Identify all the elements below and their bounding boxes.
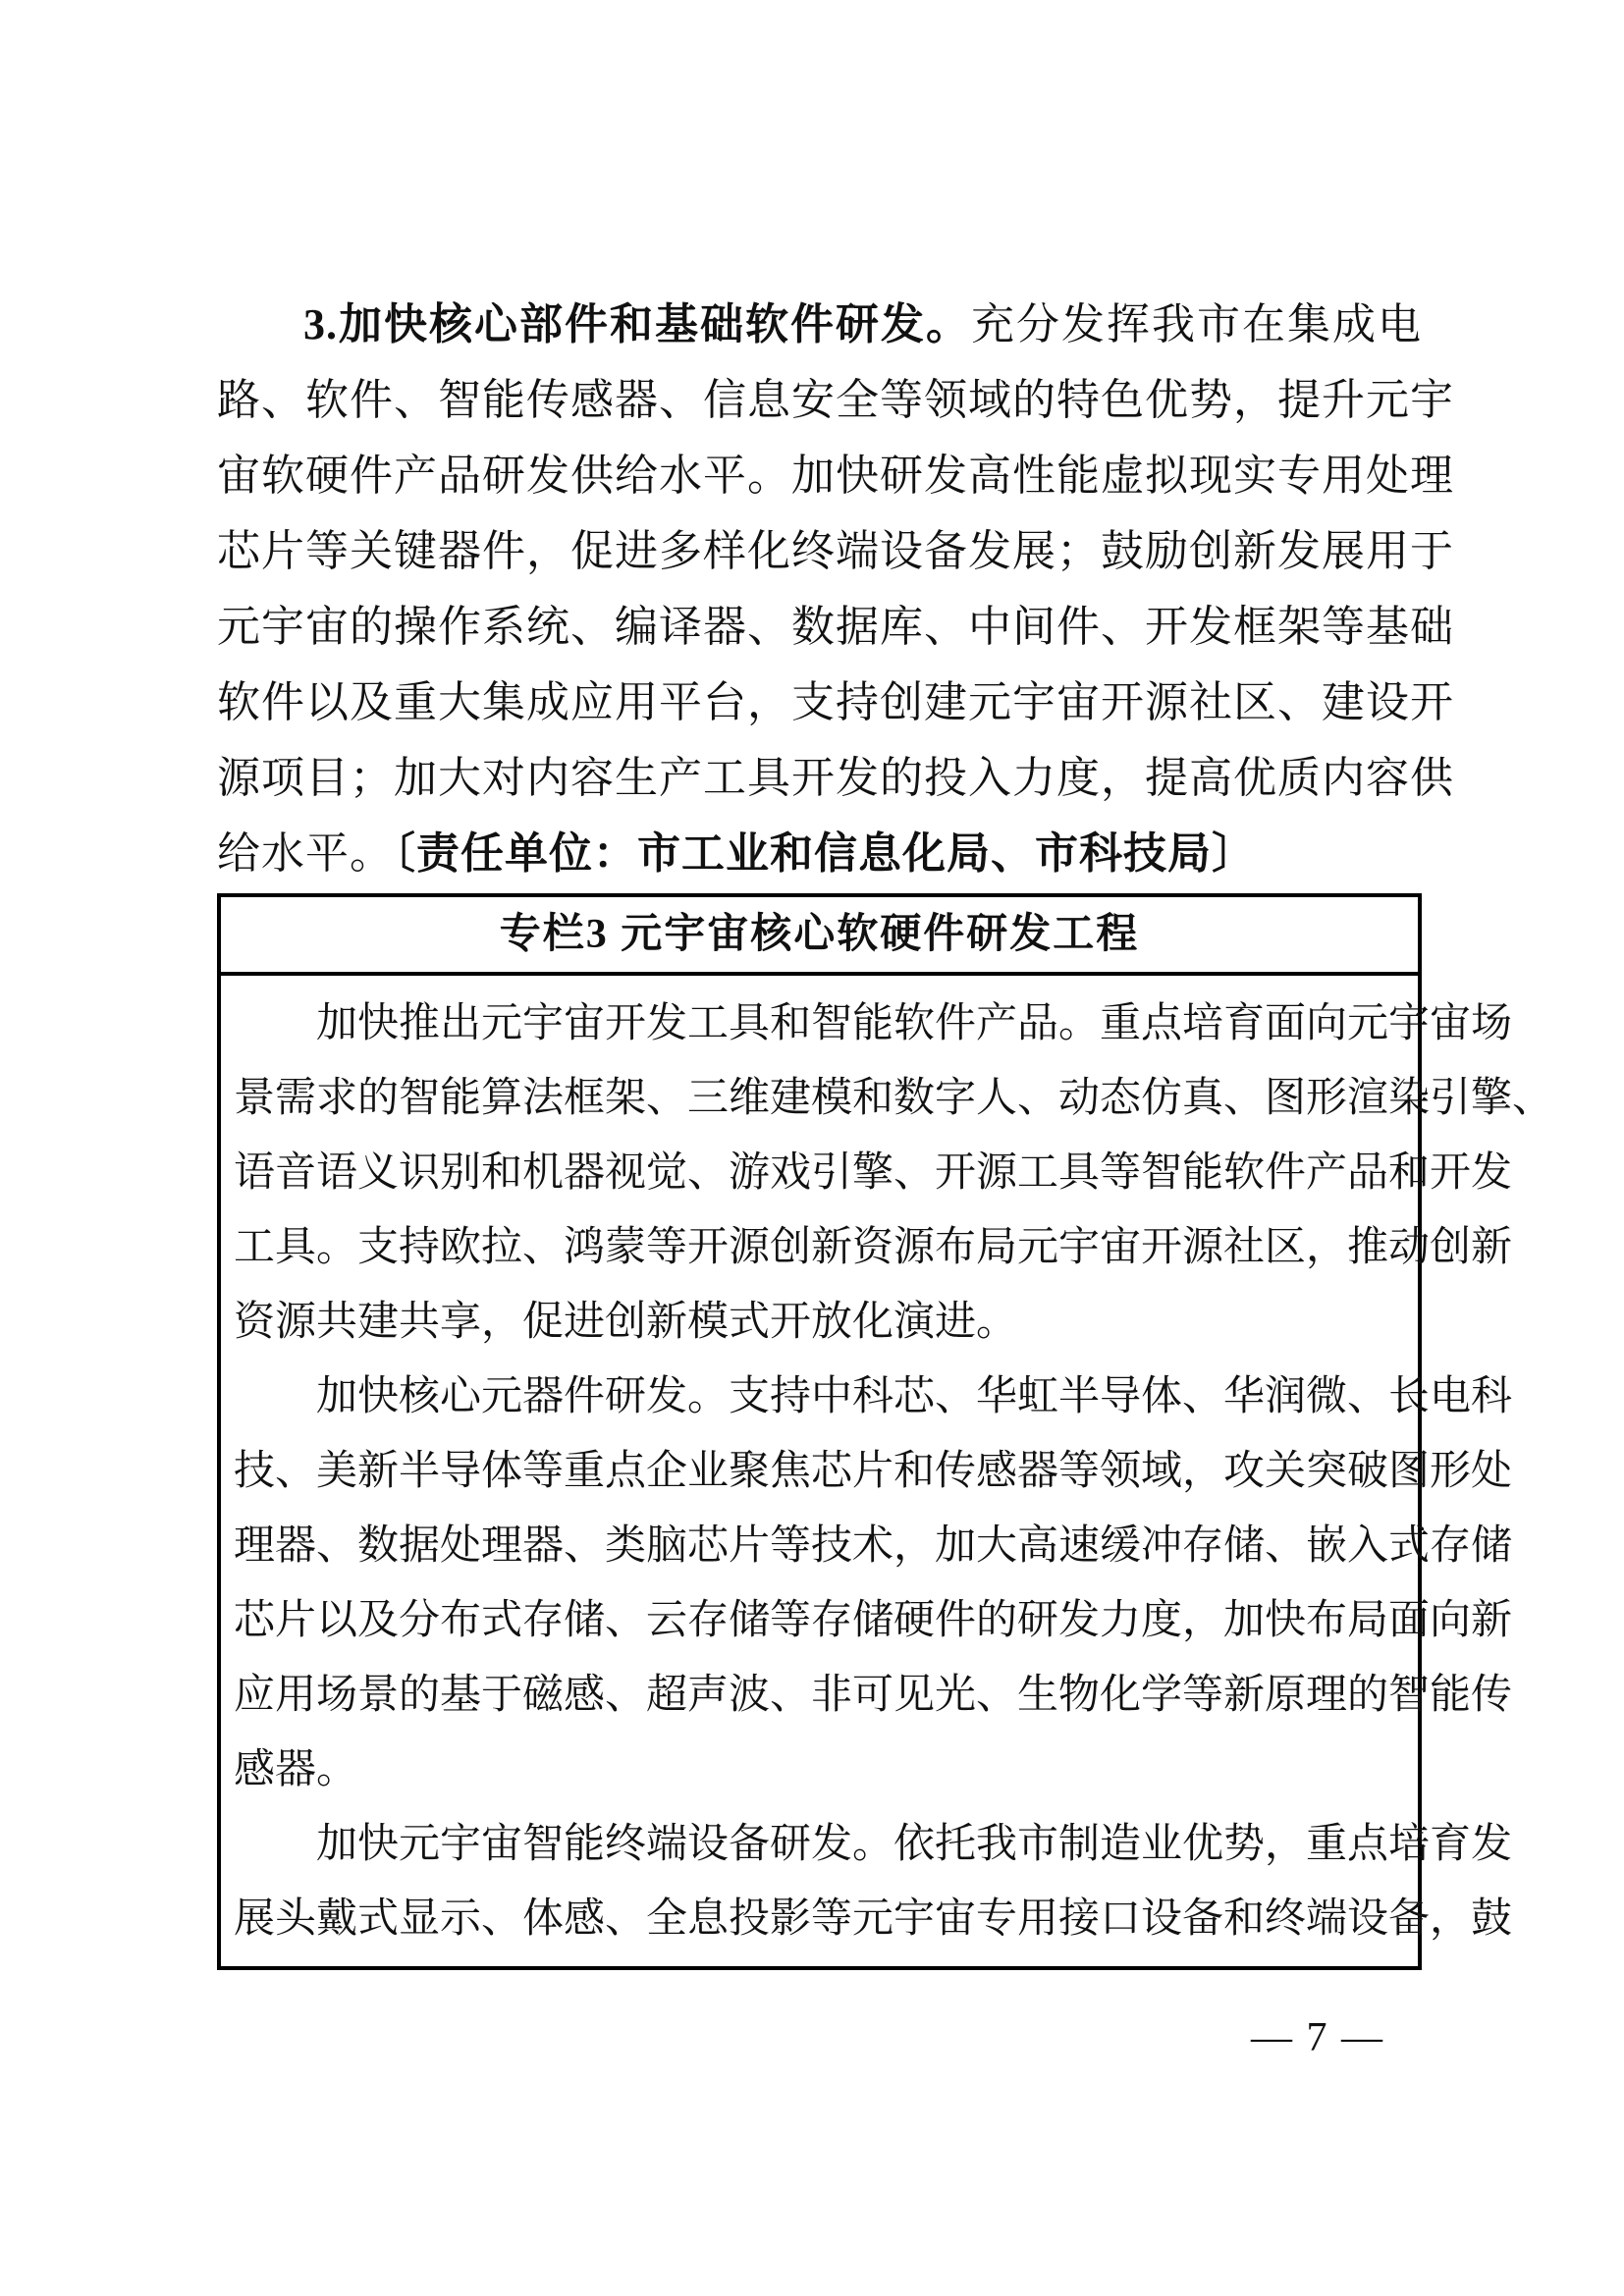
special-column-box	[217, 893, 1554, 1970]
paragraph-text: 给水平。	[217, 829, 394, 878]
box-line: 应用场景的基于磁感、超声波、非可见光、生物化学等新原理的智能传	[234, 1673, 1513, 1718]
box-line: 芯片以及分布式存储、云存储等存储硬件的研发力度，加快布局面向新	[234, 1598, 1513, 1643]
box-line: 展头戴式显示、体感、全息投影等元宇宙专用接口设备和终端设备，鼓	[234, 1896, 1513, 1942]
box-line: 技、美新半导体等重点企业聚焦芯片和传感器等领域，攻关突破图形处	[234, 1449, 1513, 1494]
paragraph-line: 软件以及重大集成应用平台，支持创建元宇宙开源社区、建设开	[217, 678, 1454, 726]
paragraph-line	[217, 287, 1422, 362]
box-line: 加快核心元器件研发。支持中科芯、华虹半导体、华润微、长电科	[316, 1374, 1513, 1419]
paragraph-heading: 3.加快核心部件和基础软件研发。	[303, 300, 971, 348]
body-paragraph	[217, 287, 1454, 891]
paragraph-line: 芯片等关键器件，促进多样化终端设备发展；鼓励创新发展用于	[217, 527, 1454, 575]
box-line: 感器。	[234, 1747, 358, 1792]
box-line: 加快推出元宇宙开发工具和智能软件产品。重点培育面向元宇宙场	[316, 1001, 1513, 1046]
paragraph-text: 充分发挥我市在集成电	[971, 300, 1422, 348]
paragraph-line: 路、软件、智能传感器、信息安全等领域的特色优势，提升元宇	[217, 376, 1454, 424]
paragraph-line: 源项目；加大对内容生产工具开发的投入力度，提高优质内容供	[217, 754, 1454, 802]
responsibility-note: 〔责任单位：市工业和信息化局、市科技局〕	[394, 829, 1256, 878]
paragraph-line: 宙软硬件产品研发供给水平。加快研发高性能虚拟现实专用处理	[217, 452, 1454, 500]
box-line: 语音语义识别和机器视觉、游戏引擎、开源工具等智能软件产品和开发	[234, 1150, 1513, 1196]
page-number: — 7 —	[1251, 2015, 1384, 2060]
box-line: 加快元宇宙智能终端设备研发。依托我市制造业优势，重点培育发	[316, 1822, 1513, 1867]
paragraph-line	[217, 816, 1422, 891]
box-line: 工具。支持欧拉、鸿蒙等开源创新资源布局元宇宙开源社区，推动创新	[234, 1225, 1513, 1270]
box-line: 资源共建共享，促进创新模式开放化演进。	[234, 1300, 1018, 1345]
box-title: 专栏3 元宇宙核心软硬件研发工程	[221, 897, 1418, 976]
paragraph-line: 元宇宙的操作系统、编译器、数据库、中间件、开发框架等基础	[217, 603, 1454, 651]
box-line: 理器、数据处理器、类脑芯片等技术，加大高速缓冲存储、嵌入式存储	[234, 1523, 1513, 1569]
box-line: 景需求的智能算法框架、三维建模和数字人、动态仿真、图形渲染引擎、	[234, 1076, 1554, 1121]
box-body	[221, 976, 1554, 1966]
